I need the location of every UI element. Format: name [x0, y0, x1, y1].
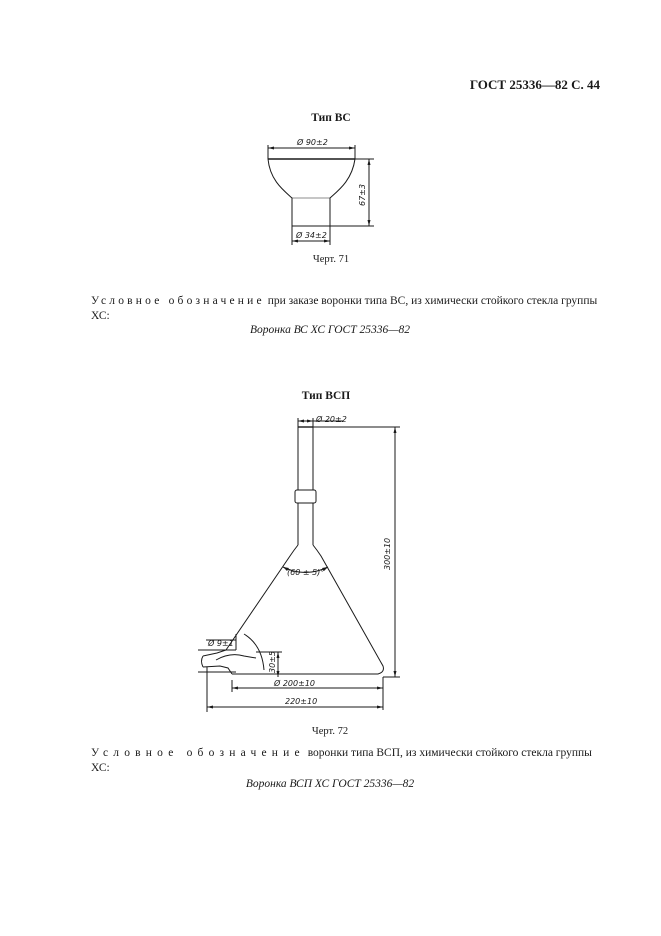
fig72-title: Тип ВСП: [301, 390, 351, 402]
designation-rest-1: при заказе воронки типа ВС, из химически стойкого стекла группы ХС:: [91, 295, 598, 322]
designation-rest-2: воронки типа ВСП, из химически стойкого стекла группы ХС:: [91, 747, 592, 774]
formula-2: Воронка ВСП ХС ГОСТ 25336—82: [245, 778, 415, 790]
fig72-overall-width: 220±10: [285, 697, 318, 706]
fig72-height: 300±10: [383, 537, 392, 570]
designation-lead-2: Условное обозначение: [91, 747, 305, 759]
fig71-height: 67±3: [358, 184, 367, 206]
fig72-base-dia: Ø 200±10: [274, 679, 315, 688]
fig72-spout-dia: Ø 9±1: [208, 639, 234, 648]
fig72-stem-dia: Ø 20±2: [316, 415, 347, 424]
fig72-spout-height: 30±5: [268, 651, 277, 673]
fig71-top-dia: Ø 90±2: [297, 138, 328, 147]
formula-1: Воронка ВС ХС ГОСТ 25336—82: [250, 324, 410, 336]
fig72-caption: Черт. 72: [311, 726, 349, 737]
fig71-bottom-dia: Ø 34±2: [296, 231, 327, 240]
fig71-caption: Черт. 71: [312, 254, 350, 265]
fig71-title: Тип ВС: [311, 112, 351, 124]
designation-lead-1: Условное обозначение: [91, 295, 265, 307]
designation-paragraph-2: [91, 746, 601, 776]
fig72-angle: (60 ± 5)°: [287, 568, 325, 577]
page-header: ГОСТ 25336—82 С. 44: [469, 77, 600, 92]
